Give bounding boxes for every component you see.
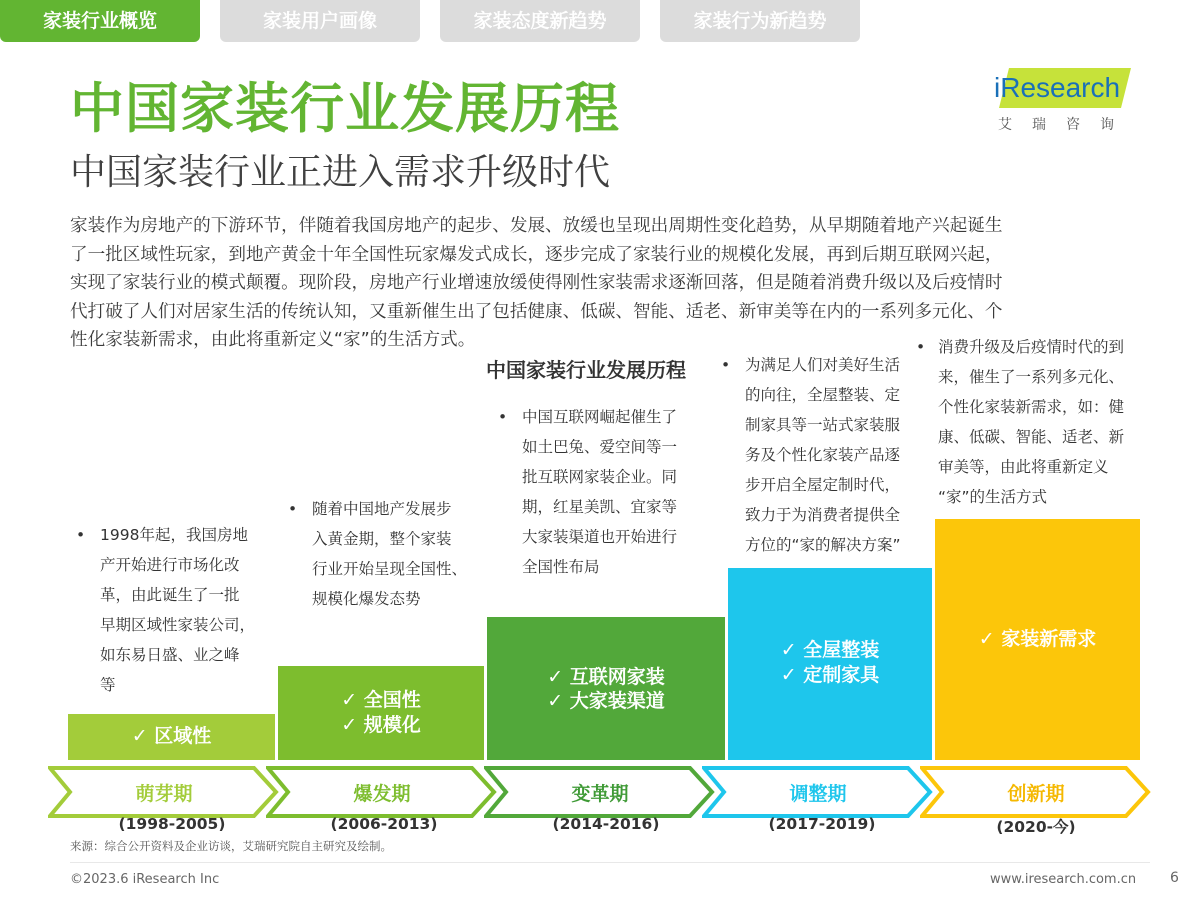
iresearch-logo xyxy=(990,62,1140,134)
page-subtitle: 中国家装行业正进入需求升级时代 xyxy=(70,152,611,193)
stage-bar-transform xyxy=(487,617,725,760)
stage-bar-adjust xyxy=(728,568,932,760)
page-number: 6 xyxy=(1170,870,1179,886)
phase-label: 创新期 xyxy=(1007,783,1065,805)
note-line: 来，催生了一系列多元化、 xyxy=(938,368,1125,386)
stage-note-2 xyxy=(288,494,482,614)
phase-years: (2020-今) xyxy=(996,818,1076,836)
tab-user-profile[interactable]: 家装用户画像 xyxy=(220,0,420,42)
bullet-icon: • xyxy=(916,338,926,356)
bar-tag: ✓ 全屋整装 xyxy=(780,639,880,661)
phase-label: 变革期 xyxy=(571,783,629,805)
intro-line: 家装作为房地产的下游环节，伴随着我国房地产的起步、发展、放缓也呈现出周期性变化趋势，从早期随着地产兴起诞生 xyxy=(70,216,1003,236)
stage-bar-sprout xyxy=(68,714,275,760)
phase-chevron-boom xyxy=(266,766,498,818)
note-line: 等 xyxy=(100,676,116,694)
phase-chevron-innovate xyxy=(920,766,1152,818)
note-line: 期，红星美凯、宜家等 xyxy=(522,498,678,516)
bar-tag: ✓ 大家装渠道 xyxy=(547,690,665,712)
page-title: 中国家装行业发展历程 xyxy=(70,77,620,140)
phase-chevron-adjust xyxy=(702,766,934,818)
note-line: 中国互联网崛起催生了 xyxy=(522,408,678,426)
copyright: ©2023.6 iResearch Inc xyxy=(70,872,220,887)
note-line: 革，由此诞生了一批 xyxy=(100,586,240,604)
bar-tag: ✓ 家装新需求 xyxy=(978,628,1097,650)
note-line: 大家装渠道也开始进行 xyxy=(522,528,678,546)
note-line: 步开启全屋定制时代， xyxy=(745,476,901,494)
stage-note-5 xyxy=(916,332,1148,512)
intro-line: 实现了家装行业的模式颠覆。现阶段，房地产行业增速放缓使得刚性家装需求逐渐回落，但是随着消费升级以及后疫情时 xyxy=(70,273,1003,293)
note-line: 方位的“家的解决方案” xyxy=(745,536,901,554)
phase-label: 萌芽期 xyxy=(135,783,193,805)
phase-chevron-transform xyxy=(484,766,716,818)
note-line: 规模化爆发态势 xyxy=(312,590,421,608)
note-line: 入黄金期，整个家装 xyxy=(312,530,452,548)
note-line: 个性化家装新需求，如：健 xyxy=(938,398,1125,416)
section-tabs xyxy=(0,0,1200,42)
bar-tag: ✓ 规模化 xyxy=(341,714,421,736)
note-line: 如土巴兔、爱空间等一 xyxy=(522,438,678,456)
phase-years: (2017-2019) xyxy=(768,815,876,833)
note-line: 致力于为消费者提供全 xyxy=(745,506,901,524)
note-line: 行业开始呈现全国性、 xyxy=(312,560,468,578)
intro-line: 代打破了人们对居家生活的传统认知，又重新催生出了包括健康、低碳、智能、适老、新审美等在内的一系列多元化、个 xyxy=(70,301,1003,322)
phase-label: 调整期 xyxy=(789,783,847,805)
note-line: 的向往，全屋整装、定 xyxy=(745,386,901,404)
note-line: 为满足人们对美好生活 xyxy=(745,356,901,374)
note-line: 产开始进行市场化改 xyxy=(100,556,240,574)
phase-chevron-sprout xyxy=(48,766,280,818)
tab-industry-overview[interactable]: 家装行业概览 xyxy=(0,0,200,42)
logo-text: iResearch xyxy=(994,72,1121,103)
stage-note-1 xyxy=(76,520,270,700)
note-line: 审美等，由此将重新定义 xyxy=(938,458,1109,476)
stage-bar-innovate xyxy=(935,519,1140,760)
note-line: 随着中国地产发展步 xyxy=(312,500,452,518)
bar-tag: ✓ 全国性 xyxy=(341,689,421,711)
intro-line: 了一批区域性玩家，到地产黄金十年全国性玩家爆发式成长，逐步完成了家装行业的规模化发展，再到后期互联网兴起， xyxy=(70,244,1003,265)
stage-note-3 xyxy=(498,402,702,582)
bar-tag: ✓ 定制家具 xyxy=(780,664,880,686)
note-line: 1998年起，我国房地 xyxy=(100,526,248,544)
note-line: 务及个性化家装产品逐 xyxy=(745,446,901,464)
note-line: 消费升级及后疫情时代的到 xyxy=(938,338,1125,356)
website-link[interactable]: www.iresearch.com.cn xyxy=(990,872,1137,887)
note-line: 如东易日盛、业之峰 xyxy=(100,646,240,664)
tab-attitude-trends[interactable]: 家装态度新趋势 xyxy=(440,0,640,42)
note-line: 制家具等一站式家装服 xyxy=(745,416,901,434)
note-line: 全国性布局 xyxy=(522,558,600,576)
stage-note-4 xyxy=(721,350,925,560)
bar-tag: ✓ 互联网家装 xyxy=(547,666,665,688)
diagram-title: 中国家装行业发展历程 xyxy=(486,358,686,382)
note-line: 批互联网家装企业。同 xyxy=(522,468,678,486)
note-line: 康、低碳、智能、适老、新 xyxy=(938,428,1125,446)
phase-years: (1998-2005) xyxy=(118,815,226,833)
phase-label: 爆发期 xyxy=(353,783,411,805)
bullet-icon: • xyxy=(721,356,731,374)
bullet-icon: • xyxy=(76,526,86,544)
note-line: 早期区域性家装公司， xyxy=(100,616,256,634)
bullet-icon: • xyxy=(498,408,508,426)
stage-bar-boom xyxy=(278,666,484,760)
note-line: “家”的生活方式 xyxy=(938,488,1048,506)
tab-behavior-trends[interactable]: 家装行为新趋势 xyxy=(660,0,860,42)
logo-chinese-name: 艾瑞咨询 xyxy=(998,117,1134,133)
phase-years: (2014-2016) xyxy=(552,815,660,833)
source-note: 来源：综合公开资料及企业访谈，艾瑞研究院自主研究及绘制。 xyxy=(70,839,392,853)
bar-tag: ✓ 区域性 xyxy=(131,725,212,747)
intro-line: 性化家装新需求，由此将重新定义“家”的生活方式。 xyxy=(70,330,476,350)
bullet-icon: • xyxy=(288,500,298,518)
footer-divider xyxy=(70,862,1150,863)
phase-years: (2006-2013) xyxy=(330,815,438,833)
